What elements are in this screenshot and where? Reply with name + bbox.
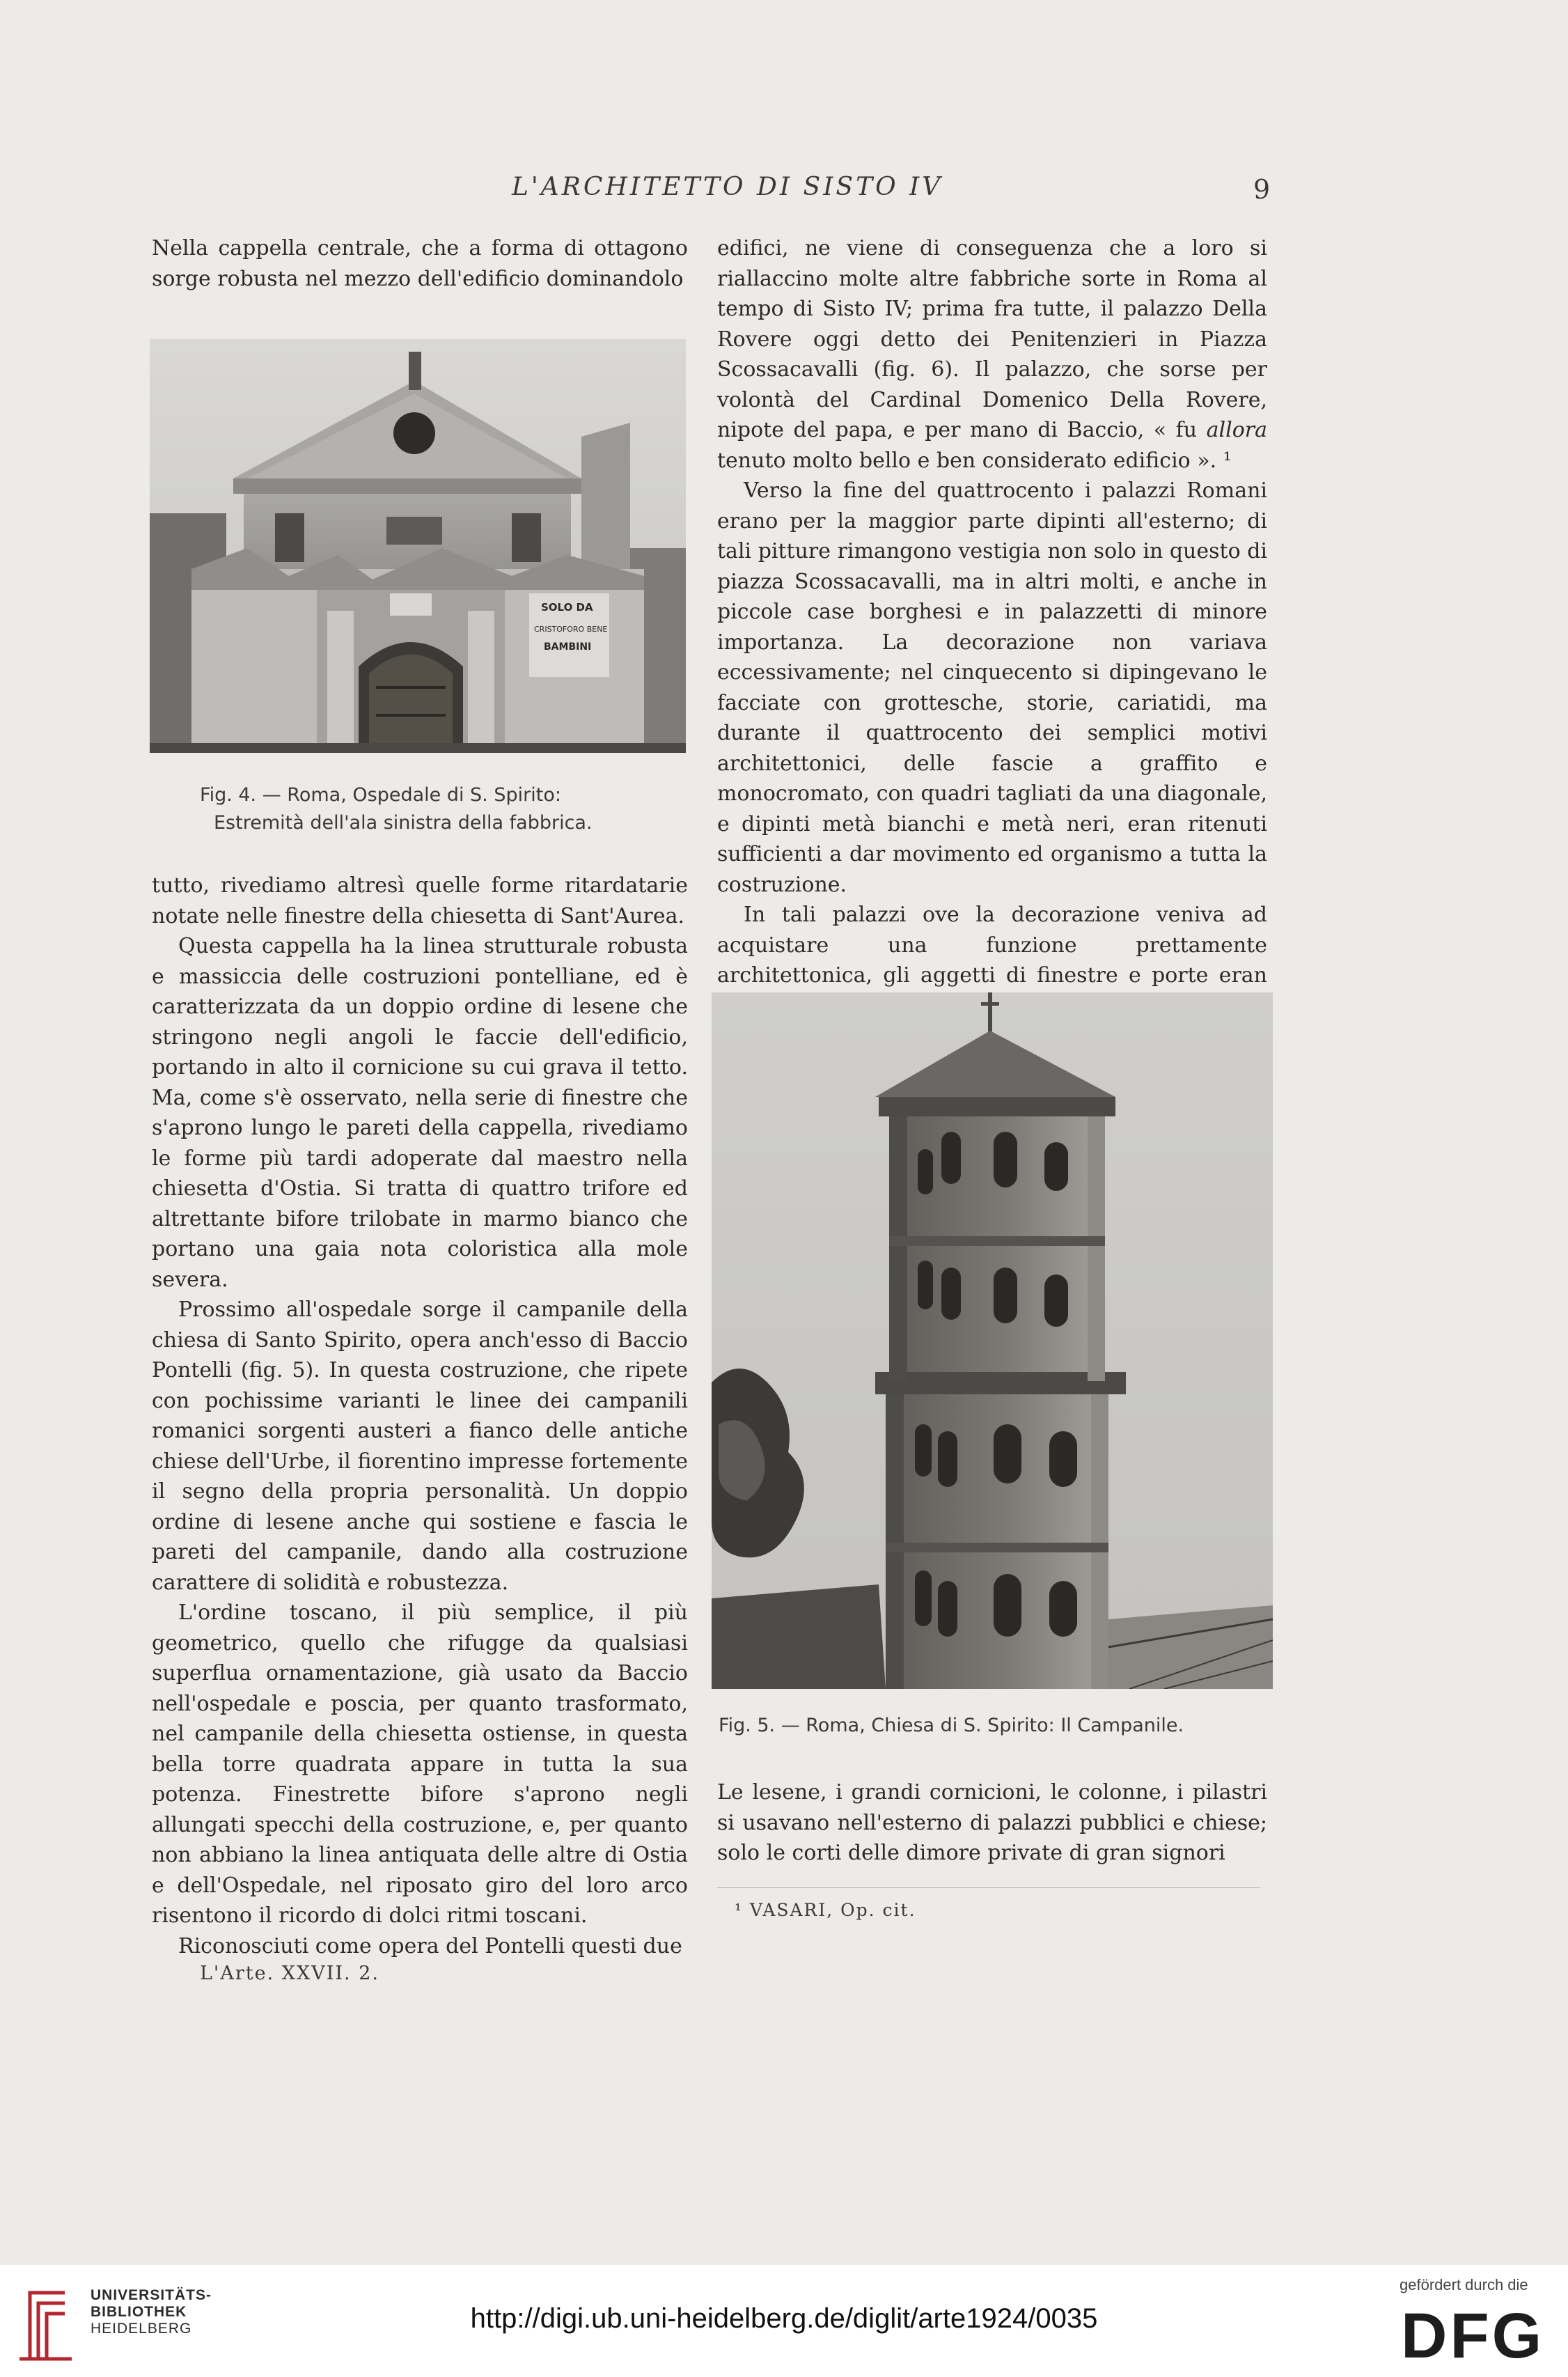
left-column-top <box>152 233 688 294</box>
library-line-1: UNIVERSITÄTS- <box>91 2287 212 2303</box>
right-column-top <box>717 233 1267 1021</box>
figure-4-photo <box>150 339 686 753</box>
paragraph: In tali palazzi ove la decorazione veniva ad acquistare una funzione prettamente architettonica, gli aggetti di finestre e porte eran <box>717 903 1267 988</box>
hospital-facade-image <box>150 339 686 753</box>
sign-line-2: CRISTOFORO BENE <box>534 625 608 634</box>
dfg-logo: DFG <box>1401 2300 1545 2371</box>
figure-5-caption: Fig. 5. — Roma, Chiesa di S. Spirito: Il Campanile. <box>719 1715 1184 1736</box>
campanile-image <box>712 992 1273 1689</box>
sign-line-1: SOLO DA <box>541 601 593 614</box>
permalink-url[interactable]: http://digi.ub.uni-heidelberg.de/diglit/arte1924/0035 <box>470 2303 1098 2334</box>
text-run: edifici, ne viene di conseguenza che a loro si riallaccino molte altre fabbriche sorte in Roma al tempo di Sisto IV; prima fra tutte, il palazzo Della Rovere oggi detto dei Penitenzieri in Piazza Scossacavalli (fig. 6). Il palazzo, che sorse per volontà del Cardinal Domenico Della Rovere, nipote del papa, e per mano di Baccio, « fu <box>717 236 1267 442</box>
paragraph <box>717 233 1267 476</box>
page-header <box>0 173 1568 215</box>
figure-4-caption-line-1: Fig. 4. — Roma, Ospedale di S. Spirito: <box>200 784 561 806</box>
paragraph: Verso la fine del quattrocento i palazzi Romani erano per la maggior parte dipinti all'esterno; di tali pitture rimangono vestigia non solo in questo di piazza Scossacavalli, ma in altri molti, e anche in piccole case borghesi e in palazzetti di minore importanza. La decorazione non variava eccessivamente; nel cinquecento si dipingevano le facciate con grottesche, storie, cariatidi, ma durante il quattrocento dei semplici motivi architettonici, delle fascie a graffito e monocromato, con quadri tagliati da una diagonale, e dipinti metà bianchi e metà neri, eran ritenuti sufficienti a dar movimento ed organismo a tutta la costruzione. <box>717 478 1267 897</box>
footer-bar <box>0 2265 1568 2377</box>
paragraph: Prossimo all'ospedale sorge il campanile della chiesa di Santo Spirito, opera anch'esso di Baccio Pontelli (fig. 5). In questa costruzione, che ripete con pochissime varianti le linee dei campanili romanici sorgenti austeri a fianco delle antiche chiese dell'Urbe, il fiorentino impresse fortemente il segno della propria personalità. Un doppio ordine di lesene anche qui sostiene e fascia le pareti del campanile, dando alla costruzione carattere di solidità e robustezza. <box>152 1297 688 1595</box>
paragraph: tutto, rivediamo altresì quelle forme ritardatarie notate nelle finestre della chiesetta di Sant'Aurea. <box>152 873 688 928</box>
page-number: 9 <box>1253 174 1271 205</box>
left-column-body <box>152 871 688 1961</box>
right-column-body <box>717 1777 1267 1869</box>
paragraph: Riconosciuti come opera del Pontelli questi due <box>178 1933 682 1958</box>
text-run: tenuto molto bello e ben considerato edificio ». ¹ <box>717 448 1232 473</box>
paragraph: Le lesene, i grandi cornicioni, le colonne, i pilastri si usavano nell'esterno di palazzi pubblici e chiese; solo le corti delle dimore private di gran signori <box>717 1780 1267 1865</box>
signature-mark: L'Arte. XXVII. 2. <box>200 1963 379 1984</box>
library-line-2: BIBLIOTHEK <box>91 2304 187 2320</box>
sign-line-3: BAMBINI <box>544 641 592 653</box>
figure-4-caption-line-2: Estremità dell'ala sinistra della fabbrica. <box>214 812 593 834</box>
funding-text: gefördert durch die <box>1400 2276 1528 2293</box>
italic-word: allora <box>1206 418 1267 442</box>
running-title: L'ARCHITETTO DI SISTO IV <box>512 173 943 201</box>
paragraph: Nella cappella centrale, che a forma di ottagono sorge robusta nel mezzo dell'edificio dominandolo <box>152 236 688 291</box>
library-line-3: HEIDELBERG <box>91 2321 192 2337</box>
footnote-rule <box>717 1887 1260 1888</box>
footnote: ¹ VASARI, Op. cit. <box>735 1900 916 1920</box>
paragraph: L'ordine toscano, il più semplice, il più geometrico, quello che rifugge da qualsiasi superflua ornamentazione, già usato da Baccio nell'ospedale e poscia, per quanto trasformato, nel campanile della chiesetta ostiense, in questa bella torre quadrata appare in tutta la sua potenza. Finestrette bifore s'aprono negli allungati specchi della costruzione, e, per quanto non abbiano la linea antiquata delle altre di Ostia e dell'Ospedale, nel riposato giro del loro arco risentono il ricordo di dolci ritmi toscani. <box>152 1600 688 1928</box>
figure-5-photo <box>712 992 1273 1689</box>
paragraph: Questa cappella ha la linea strutturale robusta e massiccia delle costruzioni pontelliane, ed è caratterizzata da un doppio ordine di lesene che stringono negli angoli le faccie dell'edificio, portando in alto il cornicione su cui grava il tetto. Ma, come s'è osservato, nella serie di finestre che s'aprono lungo le pareti della cappella, rivediamo le forme più tardi adoperate dal maestro nella chiesetta d'Ostia. Si tratta di quattro trifore ed altrettante bifore trilobate in marmo bianco che portano una gaia nota coloristica alla mole severa. <box>152 934 688 1292</box>
